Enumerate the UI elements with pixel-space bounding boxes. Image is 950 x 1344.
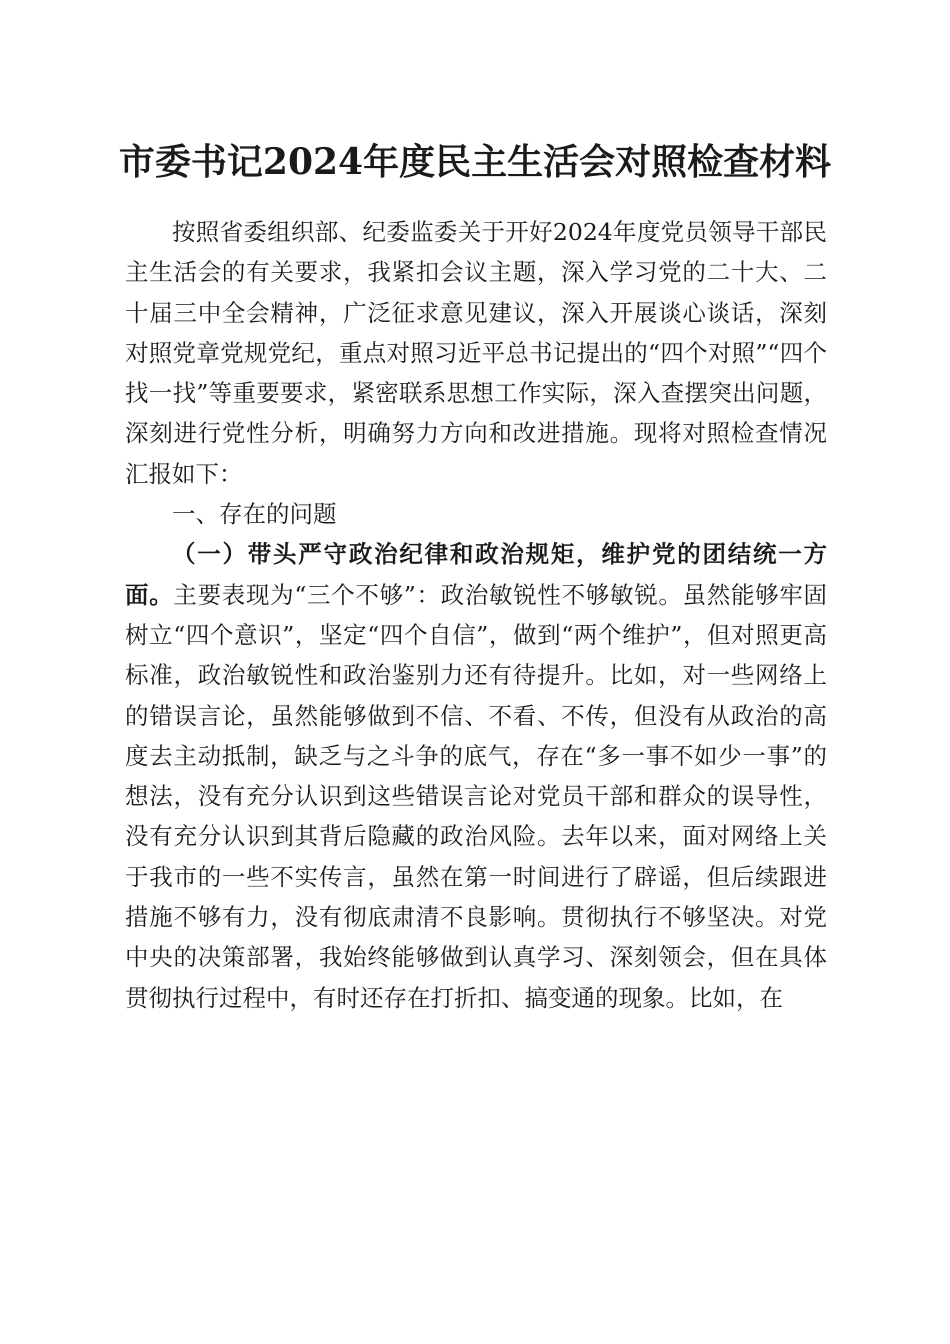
section-heading: 一、存在的问题 — [172, 500, 337, 529]
intro-paragraph: 按照省委组织部、纪委监委关于开好2024年度党员领导干部民主生活会的有关要求，我紧扣会议主题，深入学习党的二十大、二十届三中全会精神，广泛征求意见建议，深入开展谈心谈话，深刻对照党章党规党纪，重点对照习近平总书记提出的“四个对照”“四个找一找”等重要要求，紧密联系思想工作实际，深入查摆突出问题，深刻进行党性分析，明确努力方向和改进措施。现将对照检查情况汇报如下： — [125, 218, 827, 488]
document-title: 市委书记2024年度民主生活会对照检查材料 — [118, 141, 832, 183]
subsection-paragraph — [125, 534, 827, 1018]
subsection-body: 主要表现为“三个不够”：政治敏锐性不够敏锐。虽然能够牢固树立“四个意识”，坚定“四个自信”，做到“两个维护”，但对照更高标准，政治敏锐性和政治鉴别力还有待提升。比如，对一些网络上的错误言论，虽然能够做到不信、不看、不传，但没有从政治的高度去主动抵制，缺乏与之斗争的底气，存在“多一事不如少一事”的想法，没有充分认识到这些错误言论对党员干部和群众的误导性，没有充分认识到其背后隐藏的政治风险。去年以来，面对网络上关于我市的一些不实传言，虽然在第一时间进行了辟谣，但后续跟进措施不够有力，没有彻底肃清不良影响。贯彻执行不够坚决。对党中央的决策部署，我始终能够做到认真学习、深刻领会，但在具体贯彻执行过程中，有时还存在打折扣、搞变通的现象。比如，在 — [125, 580, 828, 1012]
document-body — [125, 212, 827, 1018]
subsection-lead: （一）带头严守政治纪律和政治规矩，维护党的团结统一方面。 — [125, 540, 827, 609]
